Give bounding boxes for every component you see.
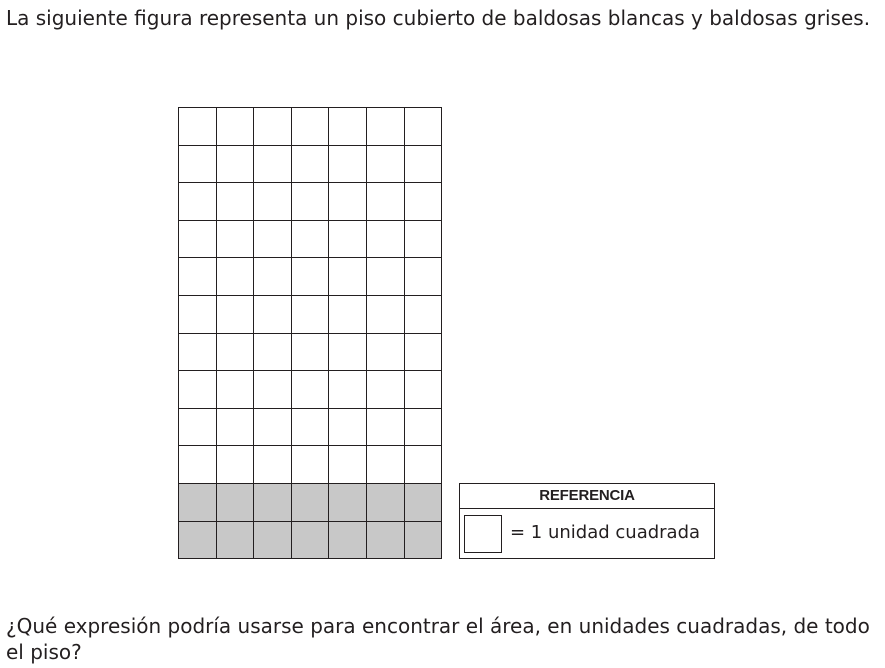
- white-tile: [179, 183, 217, 221]
- white-tile: [292, 221, 330, 259]
- gray-tile: [367, 522, 405, 560]
- white-tile: [254, 221, 292, 259]
- white-tile: [179, 371, 217, 409]
- white-tile: [254, 108, 292, 146]
- white-tile: [292, 296, 330, 334]
- white-tile: [329, 108, 367, 146]
- white-tile: [367, 183, 405, 221]
- white-tile: [217, 296, 255, 334]
- white-tile: [329, 446, 367, 484]
- white-tile: [329, 221, 367, 259]
- white-tile: [179, 258, 217, 296]
- white-tile: [292, 334, 330, 372]
- white-tile: [217, 221, 255, 259]
- white-tile: [405, 146, 443, 184]
- gray-tile: [179, 484, 217, 522]
- intro-text: La siguiente figura representa un piso cubierto de baldosas blancas y baldosas grises.: [6, 6, 871, 30]
- gray-tile: [292, 484, 330, 522]
- white-tile: [329, 183, 367, 221]
- white-tile: [367, 371, 405, 409]
- white-tile: [329, 296, 367, 334]
- white-tile: [179, 409, 217, 447]
- reference-legend: [459, 483, 715, 559]
- white-tile: [405, 446, 443, 484]
- gray-tile: [329, 522, 367, 560]
- white-tile: [329, 409, 367, 447]
- gray-tile: [292, 522, 330, 560]
- white-tile: [405, 409, 443, 447]
- white-tile: [367, 446, 405, 484]
- white-tile: [217, 108, 255, 146]
- white-tile: [367, 221, 405, 259]
- white-tile: [179, 334, 217, 372]
- white-tile: [179, 446, 217, 484]
- white-tile: [179, 221, 217, 259]
- unit-square-icon: [464, 515, 502, 553]
- white-tile: [179, 296, 217, 334]
- white-tile: [367, 108, 405, 146]
- gray-tile: [254, 484, 292, 522]
- white-tile: [405, 258, 443, 296]
- gray-tile: [179, 522, 217, 560]
- gray-tile: [367, 484, 405, 522]
- white-tile: [292, 108, 330, 146]
- white-tile: [254, 258, 292, 296]
- white-tile: [405, 108, 443, 146]
- gray-tile: [217, 522, 255, 560]
- white-tile: [367, 409, 405, 447]
- gray-tile: [405, 484, 443, 522]
- white-tile: [292, 258, 330, 296]
- white-tile: [217, 371, 255, 409]
- white-tile: [405, 296, 443, 334]
- white-tile: [254, 146, 292, 184]
- white-tile: [254, 409, 292, 447]
- white-tile: [329, 146, 367, 184]
- white-tile: [254, 296, 292, 334]
- white-tile: [405, 183, 443, 221]
- white-tile: [254, 371, 292, 409]
- white-tile: [217, 409, 255, 447]
- gray-tile: [217, 484, 255, 522]
- white-tile: [405, 334, 443, 372]
- white-tile: [179, 146, 217, 184]
- white-tile: [367, 334, 405, 372]
- white-tile: [367, 296, 405, 334]
- white-tile: [367, 258, 405, 296]
- white-tile: [329, 371, 367, 409]
- legend-text: = 1 unidad cuadrada: [510, 522, 701, 543]
- question-text: ¿Qué expresión podría usarse para encontrar el área, en unidades cuadradas, de todo el piso?: [6, 614, 870, 664]
- white-tile: [329, 258, 367, 296]
- gray-tile: [254, 522, 292, 560]
- legend-title: REFERENCIA: [460, 484, 714, 509]
- white-tile: [292, 409, 330, 447]
- white-tile: [292, 446, 330, 484]
- white-tile: [292, 371, 330, 409]
- floor-tile-grid: [178, 107, 442, 559]
- white-tile: [405, 371, 443, 409]
- white-tile: [217, 183, 255, 221]
- white-tile: [329, 334, 367, 372]
- white-tile: [254, 334, 292, 372]
- gray-tile: [329, 484, 367, 522]
- white-tile: [254, 446, 292, 484]
- gray-tile: [405, 522, 443, 560]
- white-tile: [367, 146, 405, 184]
- white-tile: [254, 183, 292, 221]
- white-tile: [217, 258, 255, 296]
- white-tile: [179, 108, 217, 146]
- white-tile: [217, 334, 255, 372]
- white-tile: [292, 183, 330, 221]
- white-tile: [292, 146, 330, 184]
- white-tile: [405, 221, 443, 259]
- legend-row: [460, 509, 714, 559]
- white-tile: [217, 446, 255, 484]
- white-tile: [217, 146, 255, 184]
